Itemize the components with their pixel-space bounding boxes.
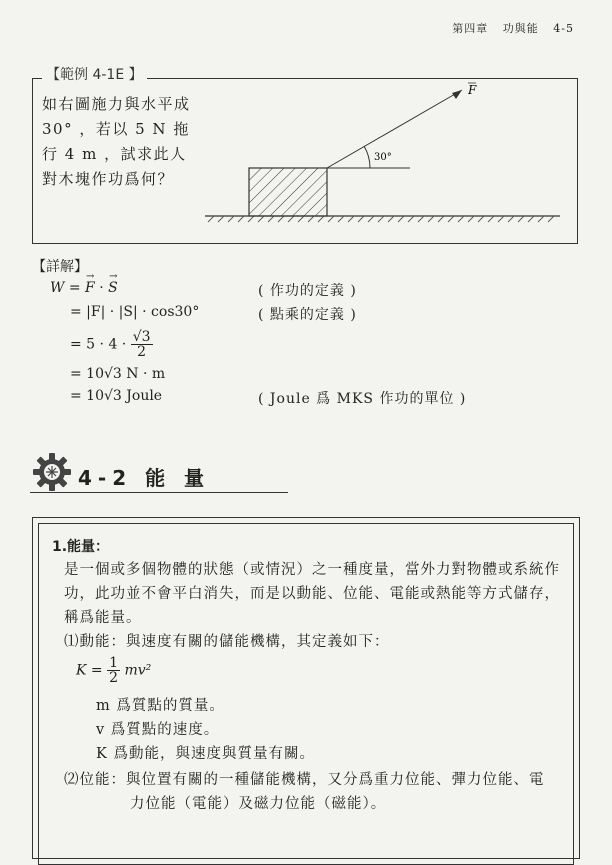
example-title: 【範例 4-1E 】 (42, 64, 147, 84)
example-question (42, 92, 200, 192)
section-underline (30, 492, 288, 493)
page-number: 4-5 (553, 22, 574, 35)
substitution-prefix: = 5 · 4 · (70, 336, 127, 353)
dot-product-line: = |F| · |S| · cos30° (70, 304, 200, 320)
substitution-line (70, 330, 153, 359)
potential-energy-line1: ⑵位能：與位置有關的一種儲能機構，又分爲重力位能、彈力位能、電 (64, 772, 545, 788)
velocity-definition: v 爲質點的速度。 (96, 722, 220, 738)
question-line: 如右圖施力與水平成 (42, 95, 191, 113)
chapter-label: 第四章 (452, 22, 489, 35)
solution-label: 【詳解】 (32, 259, 88, 275)
question-line: 30° ，若以 5 N 拖 (42, 120, 190, 138)
mass-definition: m 爲質點的質量。 (96, 698, 225, 714)
fraction-numerator: √3 (132, 329, 151, 345)
fraction-numerator: 1 (109, 655, 119, 671)
note-work-definition: ( 作功的定義 ) (258, 283, 357, 299)
work-definition-formula (50, 271, 118, 296)
formula-lhs: W = (50, 280, 81, 296)
vector-f: F → (85, 271, 95, 296)
fraction-denominator: 2 (137, 344, 147, 360)
question-line: 對木塊作功爲何？ (42, 170, 175, 188)
formula-k-rhs: mv² (124, 662, 152, 679)
note-joule-unit: ( Joule 爲 MKS 作功的單位 ) (258, 391, 467, 407)
vector-s: S → (108, 271, 118, 296)
force-label: F (468, 83, 477, 97)
dot-operator: · (94, 280, 109, 296)
potential-energy-line2: 力位能（電能）及磁力位能（磁能）。 (130, 796, 387, 812)
force-arrow (327, 90, 462, 168)
angle-label: 30° (374, 152, 392, 163)
force-diagram (200, 82, 570, 232)
result-joule-line: = 10√3 Joule (70, 388, 163, 404)
energy-heading: 1.能量： (52, 539, 110, 555)
kinetic-energy-definition: ⑴動能：與速度有關的儲能機構，其定義如下： (64, 634, 390, 650)
angle-arc (364, 146, 370, 168)
page-header (442, 20, 574, 36)
formula-k-lhs: K = (76, 662, 103, 679)
kinetic-energy-formula (76, 656, 151, 685)
vector-f-arrow: → (86, 271, 95, 282)
sqrt3-over-2-fraction (131, 330, 153, 359)
wooden-block (249, 168, 327, 216)
question-line: 行 4 m ，試求此人 (42, 145, 187, 163)
section-title: 4-2 能 量 (78, 466, 211, 490)
note-dot-product: ( 點乘的定義 ) (258, 307, 357, 323)
result-nm-line: = 10√3 N · m (70, 366, 166, 382)
gear-icon (32, 452, 72, 492)
fraction-denominator: 2 (109, 670, 119, 686)
one-half-fraction (107, 656, 120, 685)
vector-s-arrow: → (109, 271, 118, 282)
ground-hatch (208, 216, 554, 222)
kinetic-definition: K 爲動能，與速度與質量有關。 (96, 746, 315, 762)
chapter-topic: 功與能 (502, 22, 539, 35)
energy-definition: 是一個或多個物體的狀態（或情況）之一種度量，當外力對物體或系統作功，此功並不會平白消失，而是以動能、位能、電能或熱能等方式儲存，稱爲能量。 (64, 562, 560, 626)
arrow-head-icon (452, 90, 462, 99)
